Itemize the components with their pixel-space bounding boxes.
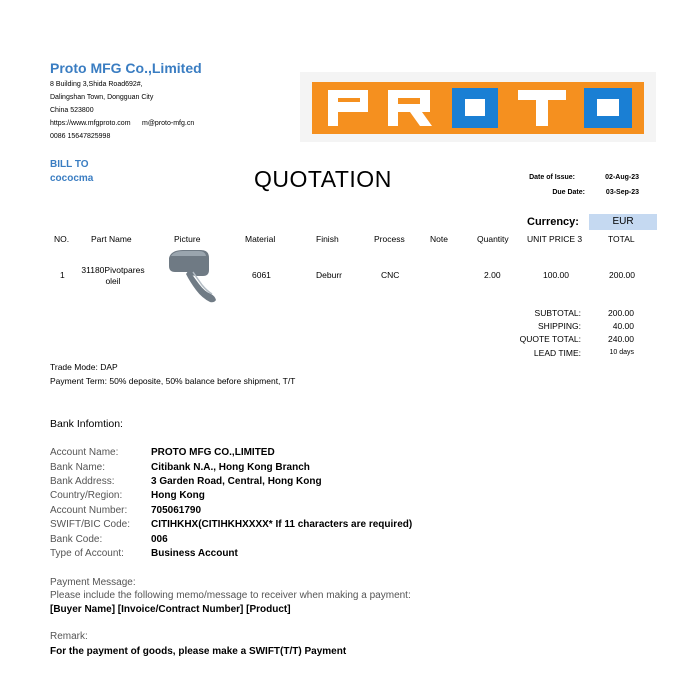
bank-label-swift: SWIFT/BIC Code: (50, 519, 131, 530)
bank-value-bank-name: Citibank N.A., Hong Kong Branch (151, 462, 310, 473)
payment-term: Payment Term: 50% deposite, 50% balance before shipment, T/T (50, 376, 296, 386)
company-website: https://www.mfgproto.com (50, 120, 131, 127)
header-part-name: Part Name (91, 234, 132, 244)
row-part-name: 31180Pivotpares oleil (81, 265, 145, 286)
bank-info-heading: Bank Infomtion: (50, 418, 123, 430)
bank-value-bank-code: 006 (151, 534, 168, 545)
row-material: 6061 (252, 270, 271, 280)
bank-value-swift: CITIHKHX(CITIHKHXXXX* If 11 characters are required) (151, 519, 413, 530)
remark-label: Remark: (50, 631, 88, 642)
address-line-1: 8 Building 3,Shida Road692#, (50, 81, 143, 88)
row-no: 1 (60, 270, 65, 280)
proto-logo (300, 72, 656, 142)
header-quantity: Quantity (477, 234, 509, 244)
payment-memo: [Buyer Name] [Invoice/Contract Number] [Product] (50, 604, 291, 615)
company-phone: 0086 15647825998 (50, 133, 111, 140)
header-note: Note (430, 234, 448, 244)
due-date: 03-Sep-23 (605, 189, 639, 196)
header-process: Process (374, 234, 405, 244)
row-total: 200.00 (609, 270, 635, 280)
bank-value-account-number: 705061790 (151, 505, 202, 516)
lead-time-label: LEAD TIME: (533, 348, 581, 358)
bill-to-label: BILL TO (50, 159, 89, 170)
issue-date: 02-Aug-23 (605, 174, 639, 181)
bank-label-account-number: Account Number: (50, 505, 128, 516)
bank-label-country: Country/Region: (50, 490, 123, 501)
issue-date-label: Date of Issue: (529, 174, 575, 181)
subtotal-label: SUBTOTAL: (534, 308, 581, 318)
logo-letter-o2 (584, 88, 632, 128)
header-finish: Finish (316, 234, 339, 244)
part-picture (163, 244, 221, 304)
remark-text: For the payment of goods, please make a SWIFT(T/T) Payment (50, 646, 347, 657)
row-finish: Deburr (316, 270, 342, 280)
lead-time-value: 10 days (609, 349, 634, 356)
bank-value-country: Hong Kong (151, 490, 205, 501)
company-email: m@proto-mfg.cn (142, 120, 195, 127)
due-date-label: Due Date: (552, 189, 585, 196)
header-picture: Picture (174, 234, 201, 244)
logo-letter-o1 (452, 88, 498, 128)
subtotal-value: 200.00 (608, 308, 634, 318)
company-name: Proto MFG Co.,Limited (50, 60, 202, 76)
address-line-3: China 523800 (50, 107, 94, 114)
bank-label-address: Bank Address: (50, 476, 115, 487)
address-line-2: Dalingshan Town, Dongguan City (50, 94, 154, 101)
payment-message-label: Payment Message: (50, 577, 136, 588)
header-material: Material (245, 234, 276, 244)
row-unit-price: 100.00 (543, 270, 569, 280)
currency-label: Currency: (527, 216, 579, 228)
bank-value-account-name: PROTO MFG CO.,LIMITED (151, 447, 275, 458)
header-unit-price: UNIT PRICE 3 (527, 234, 583, 244)
row-process: CNC (381, 270, 400, 280)
bank-label-account-type: Type of Account: (50, 548, 124, 559)
document-title: QUOTATION (254, 166, 392, 192)
bank-value-account-type: Business Account (151, 548, 238, 559)
payment-message-text: Please include the following memo/message to receiver when making a payment: (50, 590, 411, 601)
row-quantity: 2.00 (484, 270, 501, 280)
bank-value-address: 3 Garden Road, Central, Hong Kong (151, 476, 322, 487)
header-total: TOTAL (608, 234, 635, 244)
trade-mode: Trade Mode: DAP (50, 362, 118, 372)
bank-label-bank-name: Bank Name: (50, 462, 106, 473)
quote-total-label: QUOTE TOTAL: (519, 334, 581, 344)
bill-to-name: cococma (50, 173, 94, 184)
quote-total-value: 240.00 (608, 334, 634, 344)
proto-logo-graphic (300, 72, 656, 142)
currency-value: EUR (589, 214, 657, 230)
bank-label-bank-code: Bank Code: (50, 534, 103, 545)
shipping-value: 40.00 (612, 321, 634, 331)
shipping-label: SHIPPING: (538, 321, 581, 331)
header-no: NO. (54, 234, 70, 244)
bank-label-account-name: Account Name: (50, 447, 119, 458)
